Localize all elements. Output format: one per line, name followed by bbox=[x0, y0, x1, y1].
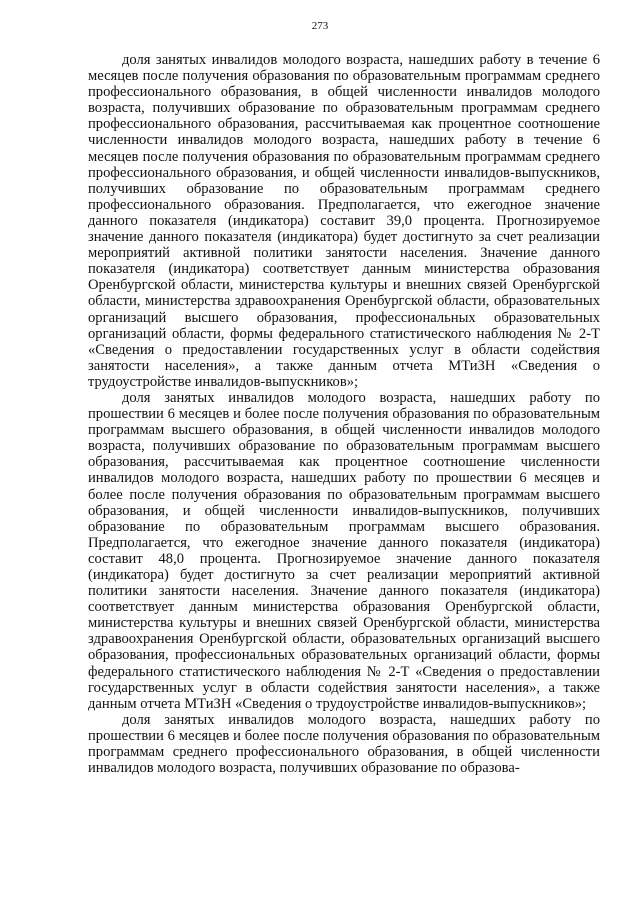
paragraph-spo-indicator: доля занятых инвалидов молодого возраста, нашедших работу в течение 6 месяцев после получения образования по образовательным программам среднего профессионального образования, в общей численности инвалидов молодого возраста, получивших образование по образовательным программам среднего профессионального образования, рассчитываемая как процентное соотношение численности инвалидов молодого возраста, нашедших работу в течение 6 месяцев после получения образования по образовательным программам среднего профессионального образования, и общей численности инвалидов-выпускников, получивших образование по образовательным программам среднего профессионального образования. Предполагается, что ежегодное значение данного показателя (индикатора) составит 39,0 процента. Прогнозируемое значение данного показателя (индикатора) будет достигнуто за счет реализации мероприятий активной политики занятости населения. Значение данного показателя (индикатора) соответствует данным министерства образования Оренбургской области, министерства культуры и внешних связей Оренбургской области, министерства здравоохранения Оренбургской области, образовательных организаций высшего образования, профессиональных образовательных организаций области, формы федерального статистического наблюдения № 2-Т «Сведения о предоставлении государственных услуг в области содействия занятости населения», а также данным отчета МТиЗН «Сведения о трудоустройстве инвалидов-выпускников»; bbox=[88, 52, 600, 390]
paragraph-higher-education-indicator: доля занятых инвалидов молодого возраста, нашедших работу по прошествии 6 месяцев и более после получения образования по образовательным программам высшего образования, в общей численности инвалидов молодого возраста, получивших образование по образовательным программам высшего образования, рассчитываемая как процентное соотношение численности инвалидов молодого возраста, нашедших работу по прошествии 6 месяцев и более после получения образования по образовательным программам высшего образования, и общей численности инвалидов-выпускников, получивших образование по образовательным программам высшего образования. Предполагается, что ежегодное значение данного показателя (индикатора) составит 48,0 процента. Прогнозируемое значение данного показателя (индикатора) будет достигнуто за счет реализации мероприятий активной политики занятости населения. Значение данного показателя (индикатора) соответствует данным министерства образования Оренбургской области, министерства культуры и внешних связей Оренбургской области, министерства здравоохранения Оренбургской области, образовательных организаций высшего образования, профессиональных образовательных организаций области, формы федерального статистического наблюдения № 2-Т «Сведения о предоставлении государственных услуг в области содействия занятости населения», а также данным отчета МТиЗН «Сведения о трудоустройстве инвалидов-выпускников»; bbox=[88, 389, 600, 712]
paragraph-spo-6-months-indicator: доля занятых инвалидов молодого возраста, нашедших работу по прошествии 6 месяцев и более после получения образования по образовательным программам среднего профессионального образования, в общей численности инвалидов молодого возраста, получивших образование по образова- bbox=[88, 711, 600, 777]
page-number: 273 bbox=[311, 20, 329, 32]
body-text bbox=[88, 52, 600, 776]
